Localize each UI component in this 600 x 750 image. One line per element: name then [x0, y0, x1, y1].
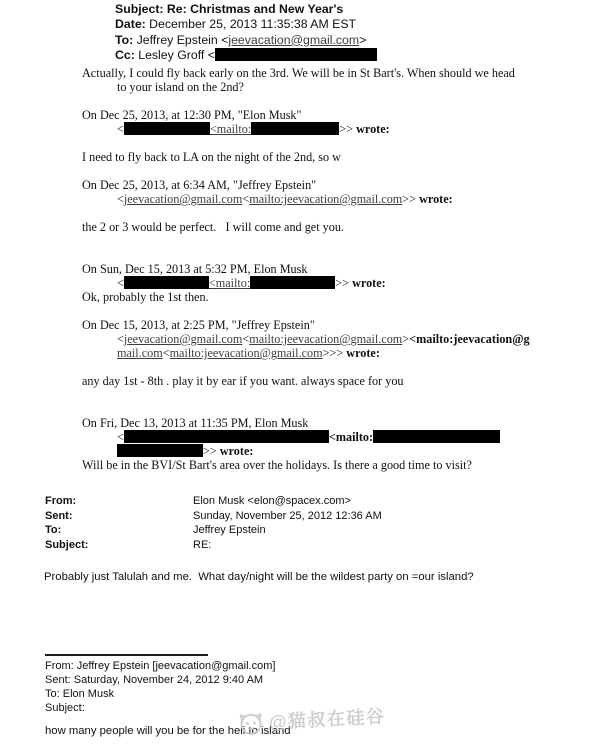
text-segment: <mailto:jeevacation@g	[409, 332, 530, 346]
email-thread-body	[82, 66, 552, 472]
mailto-link[interactable]: jeevacation@gmail.com	[123, 192, 243, 206]
field-label: Subject:	[45, 538, 89, 551]
text-segment: wrote:	[219, 444, 254, 458]
mailto-link[interactable]: mailto:jeevacation@gmail.com	[169, 346, 323, 360]
text-line	[82, 318, 552, 332]
mailto-link[interactable]: mailto:jeevacation@gmail.com	[249, 192, 403, 206]
blank-line	[82, 360, 552, 374]
field-value: RE:	[193, 538, 212, 551]
text-segment: Subject:	[45, 702, 85, 714]
field-value: Elon Musk <elon@spacex.com>	[193, 495, 351, 507]
blank-line	[82, 248, 552, 262]
header-field-row	[45, 523, 382, 538]
text-segment: >>	[203, 444, 220, 458]
text-segment: On Fri, Dec 13, 2013 at 11:35 PM, Elon Musk	[82, 416, 309, 430]
text-segment: Date:	[115, 17, 150, 32]
text-segment: Cc:	[115, 47, 139, 62]
text-line	[82, 416, 552, 430]
text-line	[82, 444, 552, 458]
redaction-bar	[250, 276, 335, 289]
text-segment: <	[242, 192, 250, 206]
blank-line	[82, 402, 552, 416]
text-segment: On Dec 15, 2013, at 2:25 PM, "Jeffrey Epstein"	[82, 318, 315, 332]
header-field-row	[45, 509, 382, 524]
blank-line	[82, 304, 552, 318]
field-value: Jeffrey Epstein	[193, 524, 266, 536]
text-segment: Will be in the BVI/St Bart's area over the holidays. Is there a good time to visit?	[82, 458, 472, 472]
divider-line	[45, 654, 208, 656]
text-line	[82, 122, 552, 136]
text-segment: wrote:	[352, 276, 386, 290]
text-segment: <mailto:	[328, 430, 374, 444]
text-segment: >	[359, 32, 367, 47]
text-line	[82, 80, 552, 94]
blank-line	[82, 234, 552, 248]
header-field-row	[45, 494, 382, 509]
text-segment: <	[117, 122, 124, 136]
blank-line	[82, 388, 552, 402]
text-segment: wrote:	[346, 346, 380, 360]
text-line	[45, 687, 275, 701]
text-line	[82, 458, 552, 472]
text-line	[82, 220, 552, 234]
text-segment: <	[117, 430, 124, 444]
text-line	[115, 2, 377, 17]
quoted-message-text: how many people will you be for the heli to island	[45, 725, 291, 737]
text-segment: To:	[115, 32, 137, 47]
redaction-bar	[215, 48, 377, 61]
redaction-bar	[124, 122, 210, 135]
text-segment: >>	[402, 192, 420, 206]
text-segment: <	[242, 332, 250, 346]
text-segment: I need to fly back to LA on the night of the 2nd, so w	[82, 150, 341, 164]
field-value: Sunday, November 25, 2012 12:36 AM	[193, 509, 382, 522]
text-segment: <	[117, 332, 124, 346]
watermark-text: @猫叔在硅谷	[268, 706, 386, 733]
text-segment: wrote:	[419, 192, 453, 206]
text-line	[82, 332, 552, 346]
text-segment: Actually, I could fly back early on the 3rd. We will be in St Bart's. When should we head	[82, 66, 515, 80]
text-segment: to your island on the 2nd?	[117, 80, 244, 94]
text-line	[82, 346, 552, 360]
text-line	[45, 659, 275, 673]
message-text: Probably just Talulah and me. What day/night will be the wildest party on =our island?	[44, 571, 474, 583]
text-segment: From: Jeffrey Epstein [jeevacation@gmail.com]	[45, 660, 276, 672]
text-line	[82, 430, 552, 444]
text-segment: Lesley Groff <	[138, 47, 215, 62]
mailto-link[interactable]: <mailto:	[209, 122, 252, 136]
text-line	[45, 701, 275, 715]
mailto-link[interactable]: <mailto:	[208, 276, 251, 290]
text-line	[115, 48, 377, 63]
text-segment: Sent: Saturday, November 24, 2012 9:40 AM	[45, 674, 264, 686]
text-segment: On Dec 25, 2013, at 12:30 PM, "Elon Musk"	[82, 108, 302, 122]
text-line	[45, 673, 275, 687]
text-segment: >>	[339, 122, 357, 136]
blank-line	[82, 136, 552, 150]
redaction-bar	[117, 444, 203, 457]
text-segment: wrote:	[356, 122, 390, 136]
text-line	[82, 374, 552, 388]
text-segment: Jeffrey Epstein <	[136, 32, 229, 47]
mailto-link[interactable]: mail.com	[117, 346, 163, 360]
email-header-block	[115, 2, 377, 63]
text-segment: >>>	[322, 346, 347, 360]
blank-line	[82, 206, 552, 220]
text-segment: <	[162, 346, 170, 360]
text-line	[82, 192, 552, 206]
redaction-bar	[124, 430, 329, 443]
mailto-link[interactable]: mailto:jeevacation@gmail.com	[249, 332, 403, 346]
text-segment: Subject: Re: Christmas and New Year's	[115, 2, 344, 16]
text-segment: >>	[335, 276, 353, 290]
redaction-bar	[251, 122, 339, 135]
text-segment: the 2 or 3 would be perfect. I will come and get you.	[82, 220, 344, 234]
text-line	[115, 17, 377, 32]
field-label: From:	[45, 495, 77, 507]
text-segment: Ok, probably the 1st then.	[82, 290, 209, 304]
header-field-row	[45, 538, 382, 553]
text-line	[82, 178, 552, 192]
text-line	[82, 276, 552, 290]
outlook-header-block	[45, 494, 382, 552]
field-label: Sent:	[45, 509, 73, 522]
blank-line	[82, 164, 552, 178]
text-line	[82, 150, 552, 164]
quoted-outlook-header-block	[45, 659, 275, 715]
redaction-bar	[373, 430, 500, 443]
blank-line	[82, 94, 552, 108]
text-segment: any day 1st - 8th . play it by ear if you want. always space for you	[82, 374, 404, 388]
text-line	[82, 66, 552, 80]
text-segment: On Dec 25, 2013, at 6:34 AM, "Jeffrey Epstein"	[82, 178, 317, 192]
text-line	[82, 108, 552, 122]
text-line	[82, 290, 552, 304]
text-segment: >	[402, 332, 410, 346]
text-segment: On Sun, Dec 15, 2013 at 5:32 PM, Elon Musk	[82, 262, 308, 276]
text-segment: To: Elon Musk	[45, 688, 115, 700]
text-segment: <	[117, 192, 124, 206]
mailto-link[interactable]: jeevacation@gmail.com	[123, 332, 243, 346]
text-segment: <	[117, 276, 124, 290]
mailto-link[interactable]: jeevacation@gmail.com	[228, 32, 360, 47]
text-line	[82, 262, 552, 276]
text-segment: December 25, 2013 11:35:38 AM EST	[149, 17, 357, 32]
field-label: To:	[45, 524, 62, 536]
text-line	[115, 33, 377, 48]
redaction-bar	[124, 276, 209, 289]
